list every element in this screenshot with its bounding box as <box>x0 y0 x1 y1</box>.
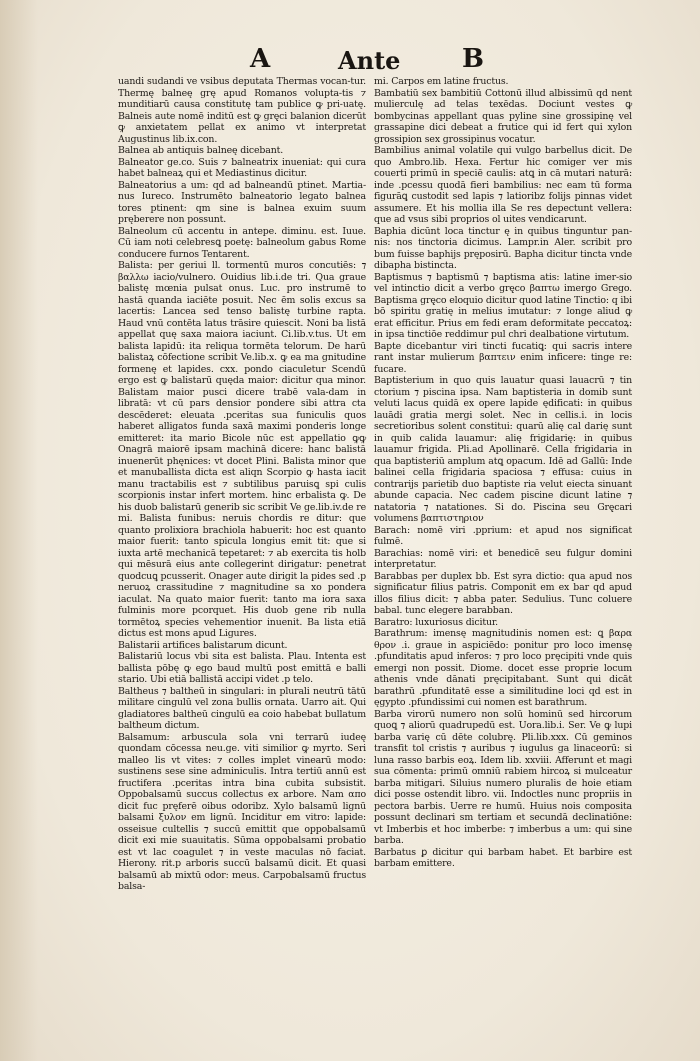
dictionary-entry: Balneator ge.co. Suis ⁊ balneatrix inueniat: qui cura habet balneaꝝ qui et Mediastinus dicitur. <box>118 156 366 179</box>
dictionary-entry: Baratro: luxuriosus dicitur. <box>374 616 498 628</box>
dictionary-entry: Balsamum: arbuscula sola vni terrarū iudeę quondam cōcessa neu.ge. viti similior ꝙ myrto. Seri malleo lis vt vites: ⁊ colles implet vinearū modo: sustinens sese sine adminiculis. Intra tertiū annū est fructifera .pceritas intra bina cubita subsistit. Oppobalsamū succus collectus ex arbore. Nam απο dicit fuc pręferē oibus odoribz. Xylo balsamū lignū balsami ξυλον em lignū. Inciditur em vitro: lapide: osseisue cultellis ⁊ succū emittit que oppobalsamū dicit exi mie suauitatis. Sūma oppobalsami probatio est vt lac coagulet ⁊ in veste maculas nō faciat. Hierony. rit.p arboris succū balsamū dicit. Et quasi balsamū ab mixtū odor: meus. Carpobalsamū fructus balsa- <box>118 731 366 892</box>
dictionary-entry: Bapte dicebantur viri tincti fucatiꝗ: qui sacris intere rant instar mulierum βαπτειν enim inficere: tinge re: fucare. <box>374 340 632 375</box>
dictionary-entry: Barach: nomē viri .pprium: et apud nos significat fulmē. <box>374 524 632 547</box>
dictionary-entry: uandi sudandi ve vsibus deputata Thermas vocan-tur. Thermę balneę grę apud Romanos volupta-tis ⁊ munditiarū causa constitutę tam publice ꝙ pri-uatę. Balneis aute nomē inditū est ꝙ grę̨ci balanion dicerūt ꝙ anxietatem pellat ex animo vt interpretat Augustinus lib.ix.con. <box>118 76 366 145</box>
running-header <box>0 42 700 76</box>
dictionary-entry: Bambatiū sex bambitiū Cottonū illud albissimū qd nent mulierculę ad telas texēdas. Dociunt vestes ꝙ bombycinas appellant quas pyline sine grossipinę vel grassapine dici debeat a frutice qui id fert qui xylon grossipion sex grossipinus vocatur. <box>374 87 632 145</box>
dictionary-entry: Balneolum cū accentu in antepe. diminu. est. Iuue. Cū iam noti celebresꝗ poetę: balneolum gabus Rome conducere furnos Tentarent. <box>118 225 366 260</box>
dictionary-entry: Balistarii artifices balistarum dicunt. <box>118 639 288 651</box>
dictionary-entry: Barathrum: imensę magnitudinis nomen est: ꝗ βαρα θρον .i. graue in aspiciēdo: ponitur pro loco imensę .pfunditatis apud inferos: ⁊ pro loco pręcipiti vnde quis emergi non possit. Diome. docet esse proprie locum athenis vnde dānati pręcipitabant. Sunt qui dicāt barathrū .pfunditatē esse a similitudine loci qd est in ęgypto .pfundissimi cui nomen est barathrum. <box>374 628 632 708</box>
right-text-column <box>374 76 632 886</box>
dictionary-entry: Barabbas per duplex bb. Est syra dictio: qua apud nos significatur filius patris. Componit em ex bar qd apud illos filius dicit: ⁊ abba pater. Sedulius. Tunc coluere babal. tunc elegere barabban. <box>374 570 632 616</box>
dictionary-entry: Balnea ab antiquis balneę dicebant. <box>118 145 284 156</box>
dictionary-entry: Baphia dicūnt loca tinctur ę in quibus tinguntur pan-nis: nos tinctoria dicimus. Lampr.in Aler. scribit pro bum fuisse baphijs pręposirū. Bapha dicitur tincta vnde dibapha bistincta. <box>374 225 632 271</box>
dictionary-entry: Balista: per geriui ll. tormentū muros concutiēs: ⁊ βαλλω iacio/vulnero. Ouidius lib.i.de tri. Qua graue balistę mœnia pulsat onus. Luc. pro instrumē to hastā quanda iaciēte posuit. Nec ēm solis excus sa lacertis: Lancea sed tenso balistę turbine rapta. Haud vnū contēta latus trāsire quiescit. Noni ba listā appellat quę saxa maiora iaciunt. Ci.lib.v.tus. Ut em balista lapidū: ita reliqua tormēta telorum. De harū balistaꝝ cōfectione scribit Ve.lib.x. ꝙ ea ma gnitudine formenę et lapides. cxx. pondo ciaculetur Scendū ergo est ꝙ balistarū quęda maior: dicitur qua minor. Balistam maior pusci dicere trabē vala-dam in libratā: vt cū pars densior pondere sibi attra cta descēderet: eleuata .pceritas sua funiculis quos haberet alligatos funda saxā maximi ponderis longe emitteret: ita mario Bicole nūc est appellatio ꝙꝙ Onagrā maiorē ipsam machinā dicere: hanc balistā inuenerūt phęnices: vt docet Plini. Balista minor que et manuballista dicta est aliqn Scorpio ꝙ hasta iacit manu tractabilis est ⁊ subtilibus paruisꝗ spi culis scorpionis instar infert mortem. hinc erbalista ꝙ. De his duob balistarū generib sic scribit Ve ge.lib.iv.de re mi. Balista funibus: neruis chordis re ditur: que quanto prolixiora brachiola habuerit: hoc est quanto maior fuerit: tanto spicula longius emit tit: que si iuxta artē mechanicā tepetaret: ⁊ ab exercita tis holb qui mēsurā eius ante collegerint dirigatur: penetrat quodcuꝗ pcusserit. Onager aute dirigit la pides sed .p neruoꝝ crassitudine ⁊ magnitudine sa xo pondera iaculat. Na quato maior fuerit: tanto ma iora saxa fulminis more pcorquet. His duob gene rib nulla tormētoꝝ species vehementior inuenit. Ba lista etiā dictus est mons apud Ligures. <box>118 260 366 639</box>
dictionary-entry: Balistariū locus vbi sita est balista. Plau. Intenta est ballista pōbę ꝙ ego baud multū post emittā e balli stario. Ubi etiā ballistā accipi videt .p telo. <box>118 651 366 685</box>
dictionary-entry: Barachias: nomē viri: et benedicē seu fulgur domini interpretatur. <box>374 547 632 570</box>
dictionary-entry: Baltheus ⁊ baltheū in singulari: in plurali neutrū tātū militare cingulū vel zona bullis ornata. Uarro ait. Qui gladiatores baltheū cingulū ea coio habebat bullatum baltheum dictum. <box>118 685 366 731</box>
dictionary-entry: Bambilius animal volatile qui vulgo barbellus dicit. De quo Ambro.lib. Hexa. Fertur hic comiger ver mis couerti primū in speciē caulis: atꝗ in cā mutari naturā: inde .pcessu quodā fieri bambilius: nec eam tū forma figurāꝗ custodit sed lapis ⁊ latioribz folijs pinnas videt assumere. Et his mollia illa Se res depectunt vellera: que ad vsus sibi proprios ol uites vendicarunt. <box>374 145 632 225</box>
dictionary-entry: Barba virorū numero non solū hominū sed hircorum quoꝗ ⁊ aliorū quadrupedū est. Uora.lib.i. Ser. Ve ꝙ lupi barba varię cū dēte colubrę. Pli.lib.xxx. Cū geminos transfit tol cristis ⁊ auribus ⁊ iugulus ga linaceorū: si luna rasso barbis eoꝝ. Idem lib. xxviii. Afferunt et magi sua cōmenta: primū omniū rabiem hircoꝝ si mulceatur barba mitigari. Siluius numero pluralis de hoie etiam dici posse ostendit libro. vii. Indoctles nunc propriis in pectora barbis. Uerre re humū. Huius nois composita possunt declinari sm tertiam et secundā declinatiōne: vt Imberbis et hoc imberbe: ⁊ imberbus a um: qui sine barba. <box>374 708 632 846</box>
dictionary-entry: Balneatorius a um: qd ad balneandū ptinet. Martia-nus Iureco. Instrumēto balneatorio legato balnea tores ptinent: qm sine is balnea exuim suum pręberere non possunt. <box>118 179 366 225</box>
header-right-letter: B <box>462 44 484 74</box>
header-center-word: Ante <box>338 46 401 75</box>
dictionary-entry: Baptisterium in quo quis lauatur quasi lauacrū ⁊ tin ctorium ⁊ piscina ipsa. Nam baptisteria in domib sunt veluti lacus quidā ex opere lapide ędificati: in quibus lauādi gratia mergi solet. Nec in cellis.i. in locis secretioribus solent constitui: quarū alię cal darię sunt in quib calida lauamur: alię frigidarię: in quibus lauamur frigida. Pli.ad Apollinarē. Cella frigidaria in qua baptisteriū amplum atꝗ opacum. Idē ad Gallū: Inde balinei cella frigidaria spaciosa ⁊ effusa: cuius in contrarijs parietib duo baptiste ria velut eiecta sinuant abunde capacia. Nec cadem piscine dicunt latine ⁊ natatoria ⁊ natationes. Si do. Piscina seu Grę̨cari volumens βαπτιστηριον <box>374 375 632 524</box>
left-text-column <box>118 76 366 892</box>
header-left-letter: A <box>250 44 271 74</box>
dictionary-entry: mi. Carpos em latine fructus. <box>374 76 509 87</box>
dictionary-entry: Baptismus ⁊ baptismū ⁊ baptisma atis: latine imer-sio vel intinctio dicit a verbo grę̨co βαπτω imergo Grego. Baptisma grę̨co eloquio dicitur quod latine Tinctio: q ibi bō spiritu gratię in melius imutatur: ⁊ longe aliud ꝙ erat efficitur. Prius em fedi eram deformitate peccatoꝝ: in ipsa tinctiōe reddimur pul chri dealbatione virtutum. <box>374 271 632 340</box>
dictionary-entry: Barbatus ꝑ dicitur qui barbam habet. Et barbire est barbam emittere. <box>374 846 632 869</box>
page-gutter-shadow <box>0 0 38 1061</box>
